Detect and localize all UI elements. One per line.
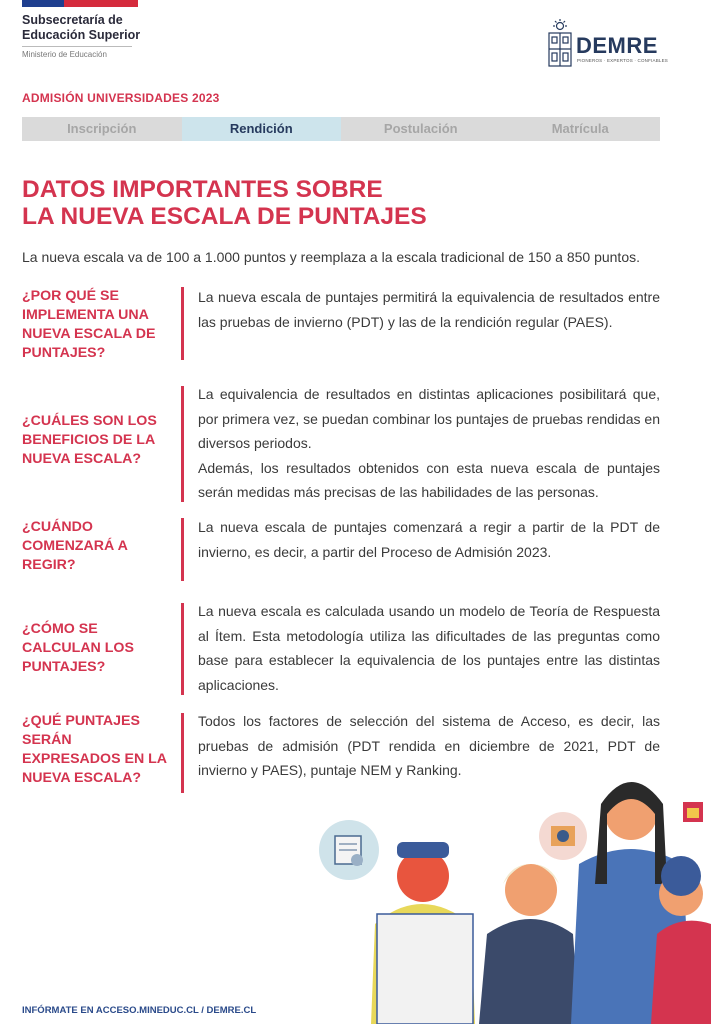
faq-answer: Todos los factores de selección del sistema de Acceso, es decir, las pruebas de admisión (PDT rendida en diciembre de 2021, PDT de invierno y PAES), puntaje NEM y Ranking. bbox=[198, 713, 660, 778]
title-line1: DATOS IMPORTANTES SOBRE bbox=[22, 176, 383, 203]
intro-text: La nueva escala va de 100 a 1.000 puntos y reemplaza a la escala tradicional de 150 a 850 puntos. bbox=[22, 249, 640, 265]
process-steps bbox=[22, 117, 660, 141]
faq-answer-p2: Además, los resultados obtenidos con esta nueva escala de puntajes serán medidas más precisas de las habilidades de las personas. bbox=[198, 459, 660, 500]
student-figure-icon bbox=[479, 919, 579, 1024]
ministry-line2: Educación Superior bbox=[22, 28, 141, 42]
flag-stripe bbox=[22, 0, 138, 7]
demre-tagline: PIONEROS · EXPERTOS · CONFIABLES bbox=[577, 58, 669, 63]
faq-question: ¿QUÉ PUNTAJES SERÁN EXPRESADOS EN LA NUEVA ESCALA? bbox=[22, 713, 167, 786]
demre-logo bbox=[546, 18, 669, 70]
ministry-line1: Subsecretaría de bbox=[22, 13, 123, 27]
faq-divider bbox=[181, 386, 184, 502]
title-line2: LA NUEVA ESCALA DE PUNTAJES bbox=[22, 203, 427, 230]
faq-divider bbox=[181, 713, 184, 793]
page-title bbox=[22, 176, 427, 230]
students-illustration bbox=[311, 764, 711, 1024]
ministry-logo bbox=[22, 13, 140, 59]
faq-answer: La nueva escala de puntajes permitirá la equivalencia de resultados entre las pruebas de invierno (PDT) y las de la rendición regular (PAES). bbox=[198, 289, 660, 330]
faq-divider bbox=[181, 603, 184, 695]
demre-logo-text: DEMRE bbox=[576, 33, 658, 58]
admission-label: ADMISIÓN UNIVERSIDADES 2023 bbox=[22, 91, 220, 105]
faq-answer bbox=[198, 382, 660, 505]
ministry-line3: Ministerio de Educación bbox=[22, 46, 132, 59]
faq-answer-p1: La equivalencia de resultados en distintas aplicaciones posibilitará que, por primera vez, se puedan combinar los puntajes de pruebas rendidas en diversos periodos. bbox=[198, 386, 660, 451]
faq-question: ¿CUÁNDO COMENZARÁ A REGIR? bbox=[22, 519, 128, 573]
step-matricula: Matrícula bbox=[551, 121, 609, 136]
faq-answer: La nueva escala es calculada usando un modelo de Teoría de Respuesta al Ítem. Esta metodología utiliza las dificultades de las preguntas como base para establecer la equivalencia de los puntajes entre las distintas aplicaciones. bbox=[198, 603, 660, 693]
step-postulacion: Postulación bbox=[383, 121, 458, 136]
faq-divider bbox=[181, 518, 184, 581]
demre-emblem-icon bbox=[546, 18, 574, 70]
faq-answer: La nueva escala de puntajes comenzará a regir a partir de la PDT de invierno, es decir, a partir del Proceso de Admisión 2023. bbox=[198, 519, 660, 560]
faq-question: ¿POR QUÉ SE IMPLEMENTA UNA NUEVA ESCALA DE PUNTAJES? bbox=[22, 288, 156, 361]
footer-link[interactable]: INFÓRMATE EN ACCESO.MINEDUC.CL / DEMRE.CL bbox=[22, 1005, 257, 1016]
step-inscripcion: Inscripción bbox=[67, 121, 137, 136]
faq-question: ¿CÓMO SE CALCULAN LOS PUNTAJES? bbox=[22, 621, 134, 675]
faq-divider bbox=[181, 287, 184, 360]
step-rendicion: Rendición bbox=[182, 117, 342, 141]
faq-question: ¿CUÁLES SON LOS BENEFICIOS DE LA NUEVA ESCALA? bbox=[22, 413, 157, 467]
